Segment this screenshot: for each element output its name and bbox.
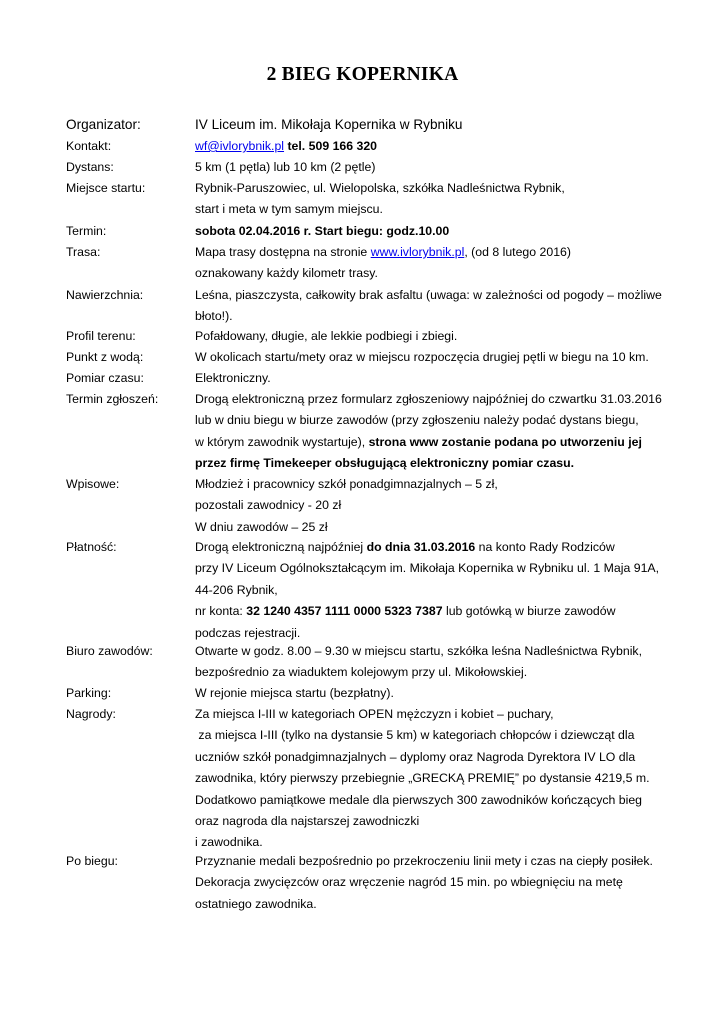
- value-miejsce-startu: Rybnik-Paruszowiec, ul. Wielopolska, szkółka Nadleśnictwa Rybnik, start i meta w tym samym miejscu.: [195, 181, 565, 217]
- label-profil-terenu: Profil terenu:: [66, 329, 136, 343]
- value-nawierzchnia: Leśna, piaszczysta, całkowity brak asfaltu (uwaga: w zależności od pogody – możliwe błoto!).: [195, 288, 662, 324]
- phone-number: tel. 509 166 320: [287, 139, 378, 153]
- value-platnosc: Drogą elektroniczną najpóźniej do dnia 31.03.2016 na konto Rady Rodziców przy IV Liceum Ogólnokształcącym im. Mikołaja Kopernika w Rybniku ul. 1 Maja 91A, 44-206 Rybnik, nr konta: 32 1240 4357 1111 0000 5323 7387 lub gotówką w biurze zawodów podczas rejestracji.: [195, 540, 660, 640]
- value-profil-terenu: Pofałdowany, długie, ale lekkie podbiegi i zbiegi.: [195, 329, 458, 343]
- value-organizator: IV Liceum im. Mikołaja Kopernika w Rybniku: [195, 117, 463, 132]
- label-termin: Termin:: [66, 224, 107, 238]
- label-parking: Parking:: [66, 686, 112, 700]
- label-nawierzchnia: Nawierzchnia:: [66, 288, 144, 302]
- label-wpisowe: Wpisowe:: [66, 477, 120, 491]
- label-nagrody: Nagrody:: [66, 707, 116, 721]
- label-pomiar-czasu: Pomiar czasu:: [66, 371, 144, 385]
- label-platnosc: Płatność:: [66, 540, 117, 554]
- page-title: 2 BIEG KOPERNIKA: [266, 64, 459, 85]
- label-termin-zgloszen: Termin zgłoszeń:: [66, 392, 159, 406]
- account-number: 32 1240 4357 1111 0000 5323 7387: [246, 604, 443, 619]
- value-biuro-zawodow: Otwarte w godz. 8.00 – 9.30 w miejscu startu, szkółka leśna Nadleśnictwa Rybnik, bezpośrednio za wiaduktem kolejowym przy ul. Mikołowskiej.: [195, 644, 642, 680]
- value-pomiar-czasu: Elektroniczny.: [195, 371, 271, 385]
- label-miejsce-startu: Miejsce startu:: [66, 181, 146, 195]
- label-organizator: Organizator:: [66, 117, 141, 132]
- label-po-biegu: Po biegu:: [66, 854, 118, 868]
- value-punkt-z-woda: W okolicach startu/mety oraz w miejscu rozpoczęcia drugiej pętli w biegu na 10 km.: [195, 350, 649, 364]
- email-link[interactable]: wf@ivlorybnik.pl: [195, 139, 285, 153]
- value-po-biegu: Przyznanie medali bezpośrednio po przekroczeniu linii mety i czas na ciepły posiłek. Dekoracja zwycięzców oraz wręczenie nagród 15 min. po wbiegnięciu na metę ostatniego zawodnika.: [195, 854, 653, 911]
- label-trasa: Trasa:: [66, 245, 101, 259]
- label-biuro-zawodow: Biuro zawodów:: [66, 644, 153, 658]
- label-punkt-z-woda: Punkt z wodą:: [66, 350, 144, 364]
- value-dystans: 5 km (1 pętla) lub 10 km (2 pętle): [195, 160, 376, 174]
- value-wpisowe: Młodzież i pracownicy szkół ponadgimnazjalnych – 5 zł, pozostali zawodnicy - 20 zł W dniu zawodów – 25 zł: [195, 477, 498, 534]
- label-dystans: Dystans:: [66, 160, 114, 174]
- value-parking: W rejonie miejsca startu (bezpłatny).: [195, 686, 394, 700]
- value-kontakt: [195, 136, 725, 157]
- value-trasa: Mapa trasy dostępna na stronie www.ivlorybnik.pl, (od 8 lutego 2016) oznakowany każdy kilometr trasy.: [195, 245, 571, 281]
- label-kontakt: Kontakt:: [66, 139, 112, 153]
- value-nagrody: Za miejsca I-III w kategoriach OPEN mężczyzn i kobiet – puchary, za miejsca I-III (tylko na dystansie 5 km) w kategoriach chłopców i dziewcząt dla uczniów szkół ponadgimnazjalnych – dyplomy oraz Nagroda Dyrektora IV LO dla zawodnika, który pierwszy przebiegnie „GRECKĄ PREMIĘ” po dystansie 4219,5 m. Dodatkowo pamiątkowe medale dla pierwszych 300 zawodników kończących bieg oraz nagroda dla najstarszej zawodniczki i zawodnika.: [195, 707, 650, 850]
- value-termin-zgloszen: Drogą elektroniczną przez formularz zgłoszeniowy najpóźniej do czwartku 31.03.2016 lub w dniu biegu w biurze zawodów (przy zgłoszeniu należy podać dystans biegu, w którym zawodnik wystartuje), strona www zostanie podana po utworzeniu jej przez firmę Timekeeper obsługującą elektroniczny pomiar czasu.: [195, 392, 662, 471]
- website-link[interactable]: www.ivlorybnik.pl: [370, 245, 465, 259]
- value-termin: sobota 02.04.2016 r. Start biegu: godz.10.00: [195, 224, 450, 238]
